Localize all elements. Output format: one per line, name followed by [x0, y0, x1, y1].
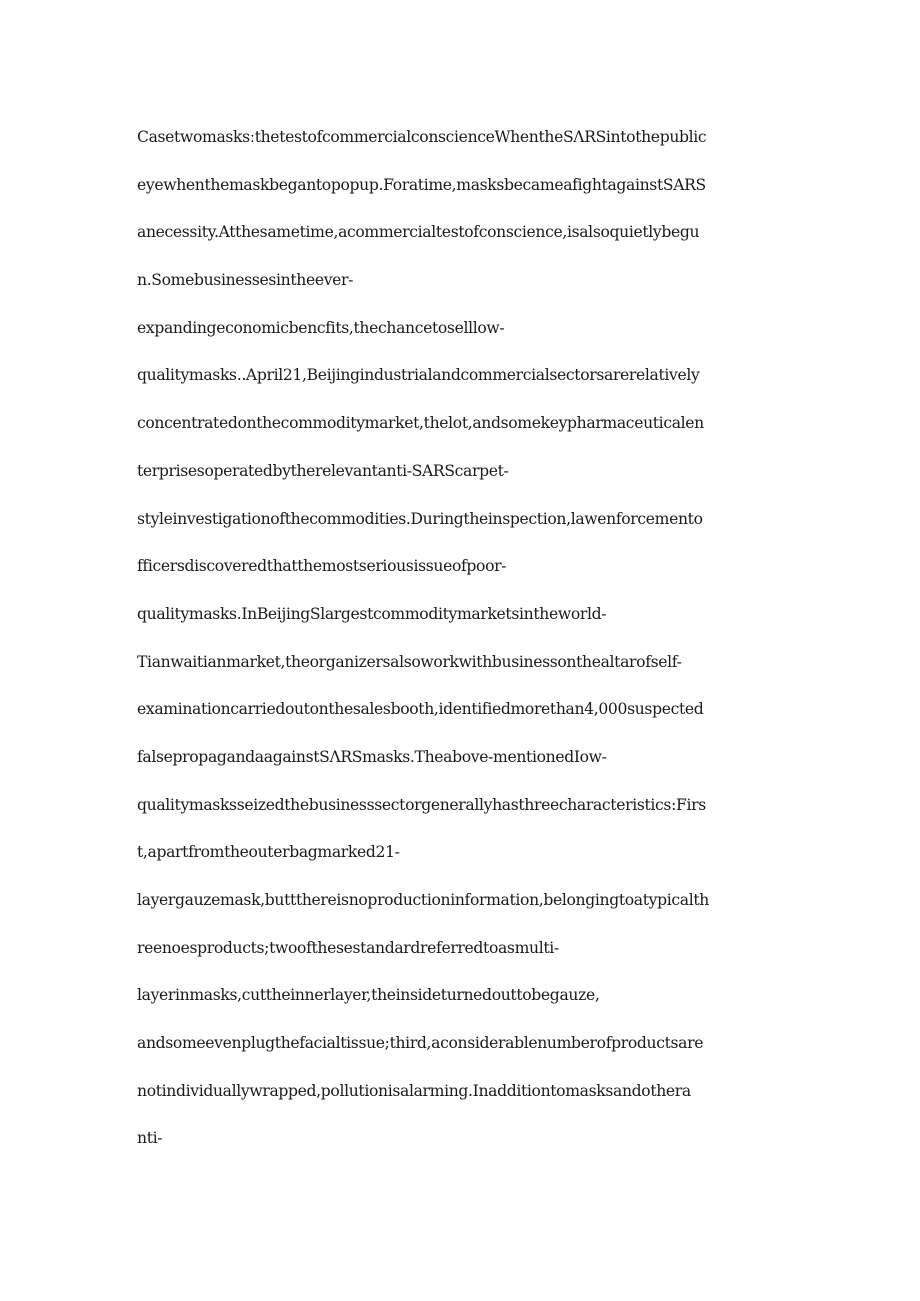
text-line: examinationcarriedoutonthesalesbooth,identifiedmorethan4,000suspected: [137, 700, 704, 719]
text-line: qualitymasks.InBeijingSlargestcommoditymarketsintheworld-: [137, 604, 607, 623]
text-line: layergauzemask,buttthereisnoproductioninformation,belongingtoatypicalth: [137, 891, 709, 909]
text-line: reenoesproducts;twoofthesestandardreferredtoasmulti-: [137, 938, 559, 957]
text-line: nti-: [137, 1129, 163, 1148]
text-line: anecessity.Atthesametime,acommercialtestofconscience,isalsoquietlybegu: [137, 223, 700, 242]
text-line: qualitymasksseizedthebusinesssectorgenerallyhasthreecharacteristics:Firs: [137, 795, 706, 814]
text-line: fficersdiscoveredthatthemostseriousissueofpoor-: [137, 557, 507, 576]
text-line: t,apartfromtheouterbagmarked21-: [137, 843, 400, 862]
body-text: [137, 122, 787, 1171]
text-line: eyewhenthemaskbegantopopup.Foratime,masksbecameafightagainstSARS: [137, 175, 706, 194]
text-line: styleinvestigationofthecommodities.Duringtheinspection,lawenforcemento: [137, 509, 703, 528]
text-line: andsomeevenplugthefacialtissue;third,aconsiderablenumberofproductsare: [137, 1034, 704, 1053]
text-line: qualitymasks..April21,Beijingindustrialandcommercialsectorsarerelatively: [137, 366, 700, 385]
text-line: notindividuallywrapped,pollutionisalarming.Inadditiontomasksandothera: [137, 1081, 691, 1100]
text-line: concentratedonthecommoditymarket,thelot,andsomekeypharmaceuticalen: [137, 414, 704, 433]
text-line: layerinmasks,cuttheinnerlayer,theinsideturnedouttobegauze,: [137, 986, 600, 1005]
text-line: CasetwomasksːthetestofcommercialconscienceWhentheSΛRSintothepublic: [137, 128, 707, 146]
text-line: terprisesoperatedbytherelevantanti-SARScarpet-: [137, 461, 509, 480]
text-line: falsepropagandaagainstSΛRSmasks.Theabove-mentionedIow-: [137, 747, 607, 766]
text-line: expandingeconomicbencfits,thechancetoselllow-: [137, 318, 505, 337]
text-line: n.Somebusinessesintheever-: [137, 271, 354, 290]
text-line: Tianwaitianmarket,theorganizersalsoworkwithbusinessonthealtarofself-: [137, 652, 682, 671]
